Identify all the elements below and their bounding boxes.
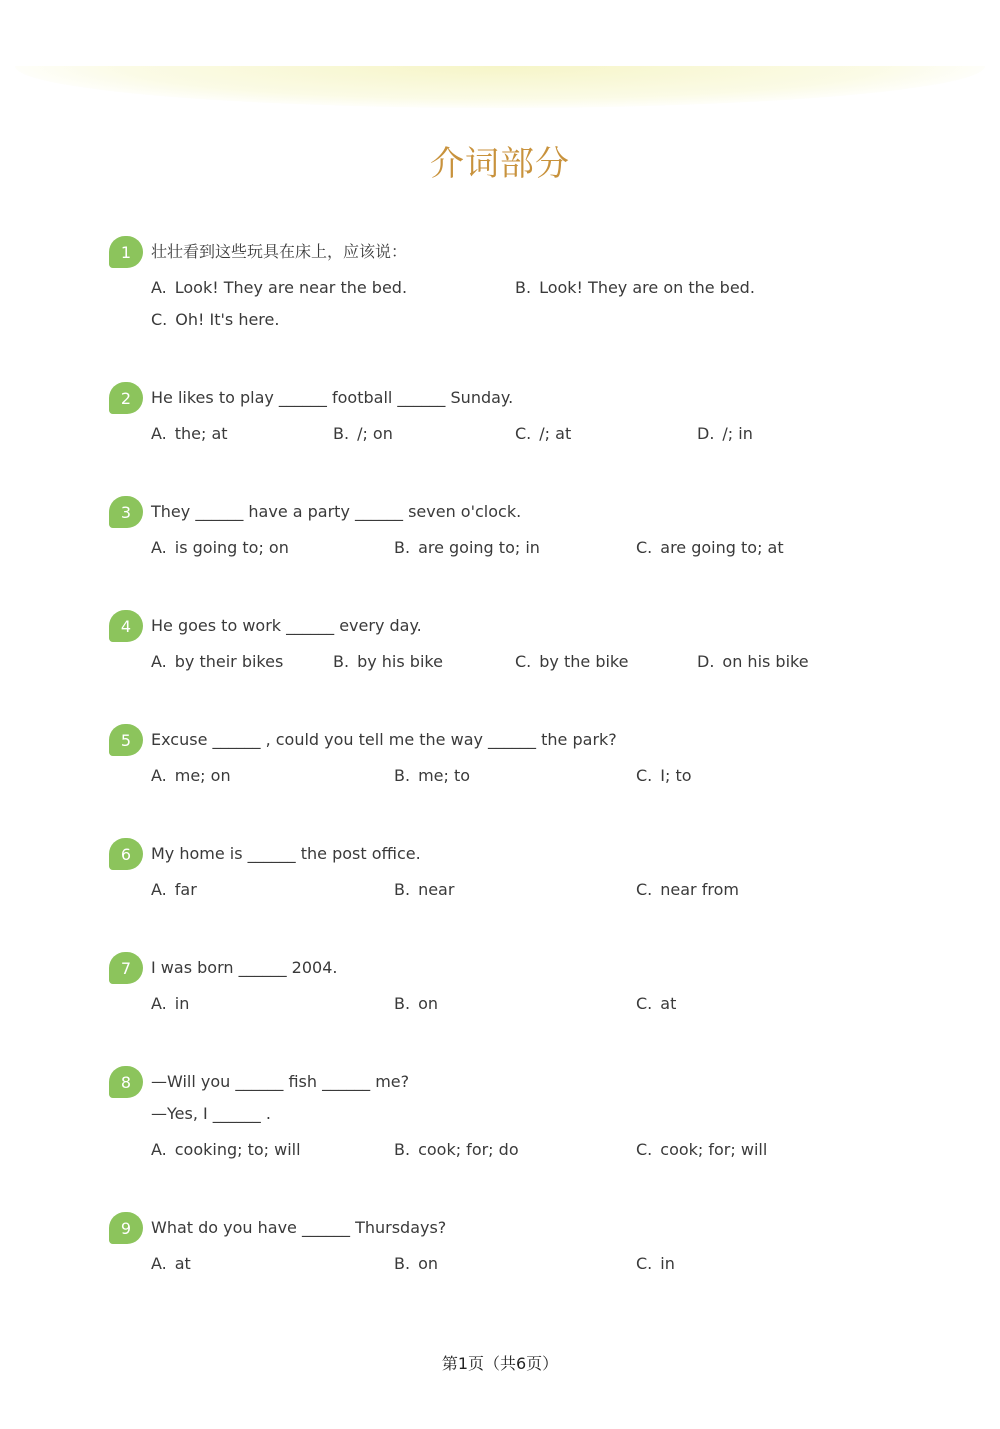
question-number-badge: 7 [109, 952, 143, 984]
option-text: Look! They are near the bed. [174, 278, 408, 297]
page-number: 第1页（共6页） [441, 1354, 559, 1373]
question-number-badge: 1 [109, 236, 143, 268]
option-text: cook; for; will [660, 1140, 768, 1159]
question-number-badge: 5 [109, 724, 143, 756]
option-text: in [174, 994, 190, 1013]
answer-option[interactable] [697, 652, 809, 672]
question-number-badge: 4 [109, 610, 143, 642]
option-letter: D. [697, 652, 715, 671]
option-letter: B. [394, 1254, 411, 1273]
option-letter: C. [151, 310, 168, 329]
option-letter: B. [394, 994, 411, 1013]
option-text: by their bikes [174, 652, 284, 671]
option-text: me; on [174, 766, 231, 785]
option-text: by his bike [357, 652, 443, 671]
option-text: on [418, 1254, 438, 1273]
answer-option[interactable] [151, 652, 283, 672]
option-letter: A. [151, 1254, 167, 1273]
option-text: far [174, 880, 197, 899]
question-stem: He likes to play ______ football ______ Sunday. [151, 388, 514, 407]
question-number-badge: 6 [109, 838, 143, 870]
answer-option[interactable] [151, 424, 228, 444]
option-letter: C. [636, 1254, 653, 1273]
option-letter: A. [151, 1140, 167, 1159]
question-number-badge: 2 [109, 382, 143, 414]
question-stem: —Will you ______ fish ______ me? [151, 1072, 410, 1091]
option-text: are going to; at [660, 538, 784, 557]
option-text: are going to; in [418, 538, 540, 557]
option-text: cooking; to; will [174, 1140, 301, 1159]
option-letter: A. [151, 880, 167, 899]
option-text: Look! They are on the bed. [539, 278, 755, 297]
option-text: /; on [357, 424, 393, 443]
answer-option[interactable] [333, 652, 443, 672]
answer-option[interactable] [151, 880, 197, 900]
option-text: on [418, 994, 438, 1013]
question-stem: I was born ______ 2004. [151, 958, 338, 977]
option-text: cook; for; do [418, 1140, 519, 1159]
option-letter: A. [151, 424, 167, 443]
answer-option[interactable] [636, 994, 676, 1014]
question-stem: 壮壮看到这些玩具在床上，应该说： [151, 242, 408, 261]
answer-option[interactable] [394, 766, 470, 786]
answer-option[interactable] [394, 1254, 438, 1274]
answer-option[interactable] [151, 1140, 301, 1160]
option-text: on his bike [722, 652, 809, 671]
option-text: me; to [418, 766, 471, 785]
question-stem: He goes to work ______ every day. [151, 616, 422, 635]
option-letter: A. [151, 538, 167, 557]
option-text: in [660, 1254, 675, 1273]
option-text: the; at [174, 424, 228, 443]
question-stem: —Yes, I ______ . [151, 1104, 271, 1123]
option-letter: B. [394, 538, 411, 557]
option-text: at [174, 1254, 191, 1273]
question-number-badge: 3 [109, 496, 143, 528]
option-letter: B. [333, 424, 350, 443]
answer-option[interactable] [636, 1254, 675, 1274]
question-stem: Excuse ______ , could you tell me the way ______ the park? [151, 730, 617, 749]
answer-option[interactable] [636, 766, 692, 786]
option-letter: D. [697, 424, 715, 443]
option-letter: C. [636, 880, 653, 899]
header-banner [15, 66, 985, 108]
answer-option[interactable] [394, 880, 454, 900]
option-text: at [660, 994, 677, 1013]
option-letter: B. [515, 278, 532, 297]
option-letter: A. [151, 278, 167, 297]
option-letter: C. [515, 652, 532, 671]
answer-option[interactable] [333, 424, 393, 444]
answer-option[interactable] [394, 994, 438, 1014]
answer-option[interactable] [697, 424, 753, 444]
option-text: /; in [722, 424, 753, 443]
option-text: near from [660, 880, 739, 899]
answer-option[interactable] [394, 1140, 519, 1160]
answer-option[interactable] [515, 278, 755, 298]
page-title: 介词部分 [430, 144, 570, 184]
option-letter: B. [394, 880, 411, 899]
option-letter: B. [394, 1140, 411, 1159]
answer-option[interactable] [151, 538, 289, 558]
option-letter: A. [151, 766, 167, 785]
option-letter: C. [636, 994, 653, 1013]
option-text: is going to; on [174, 538, 289, 557]
option-text: by the bike [539, 652, 629, 671]
question-number-badge: 8 [109, 1066, 143, 1098]
answer-option[interactable] [151, 766, 231, 786]
option-letter: A. [151, 994, 167, 1013]
option-text: Oh! It's here. [175, 310, 280, 329]
option-letter: B. [333, 652, 350, 671]
question-stem: My home is ______ the post office. [151, 844, 421, 863]
question-number-badge: 9 [109, 1212, 143, 1244]
option-letter: C. [636, 1140, 653, 1159]
option-text: near [418, 880, 455, 899]
option-text: I; to [660, 766, 692, 785]
answer-option[interactable] [151, 310, 279, 330]
answer-option[interactable] [515, 652, 628, 672]
answer-option[interactable] [151, 1254, 191, 1274]
answer-option[interactable] [636, 538, 784, 558]
answer-option[interactable] [151, 278, 407, 298]
question-stem: What do you have ______ Thursdays? [151, 1218, 447, 1237]
answer-option[interactable] [394, 538, 540, 558]
answer-option[interactable] [515, 424, 571, 444]
option-letter: A. [151, 652, 167, 671]
answer-option[interactable] [636, 880, 739, 900]
option-letter: B. [394, 766, 411, 785]
question-stem: They ______ have a party ______ seven o'clock. [151, 502, 522, 521]
option-letter: C. [636, 766, 653, 785]
option-letter: C. [515, 424, 532, 443]
option-text: /; at [539, 424, 572, 443]
option-letter: C. [636, 538, 653, 557]
answer-option[interactable] [636, 1140, 767, 1160]
answer-option[interactable] [151, 994, 189, 1014]
